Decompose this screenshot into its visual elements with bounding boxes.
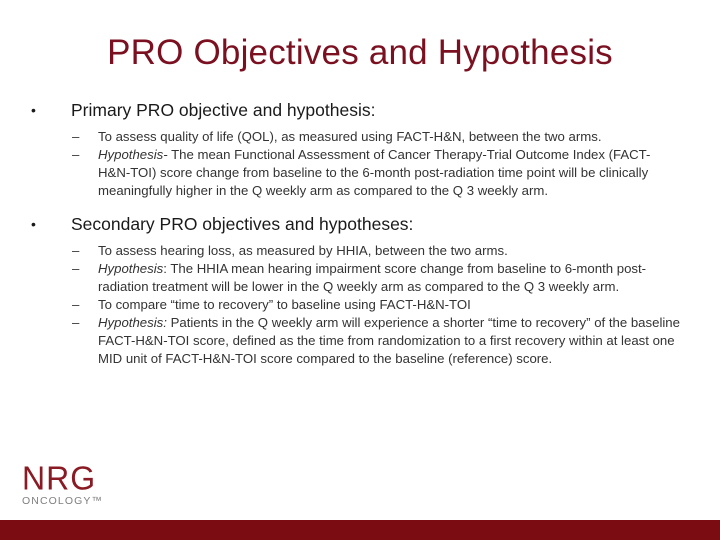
logo-subtitle: ONCOLOGY™ — [22, 495, 104, 507]
sub-dash: – — [72, 297, 80, 312]
sub-item — [72, 242, 688, 260]
sub-item — [72, 128, 688, 146]
slide-title: PRO Objectives and Hypothesis — [107, 33, 613, 72]
sub-text — [98, 146, 688, 200]
sub-text — [98, 128, 688, 146]
bullet-marker: • — [31, 216, 36, 232]
sub-body: The mean Functional Assessment of Cancer Therapy-Trial Outcome Index (FACT-H&N-TOI) score change from baseline to the 6-month post-radiation time point will be clinically meaningfully higher in the Q weekly arm as compared to the Q 3 weekly arm. — [98, 147, 651, 198]
sub-item — [72, 314, 688, 368]
sub-list-primary — [72, 128, 688, 200]
sub-text — [98, 260, 688, 296]
footer-bar — [0, 520, 720, 540]
sub-dash: – — [72, 261, 80, 276]
sub-body: To assess hearing loss, as measured by HHIA, between the two arms. — [98, 243, 508, 258]
sub-body: : The HHIA mean hearing impairment score change from baseline to 6-month post-radiation treatment will be lower in the Q weekly arm as compared to the Q 3 weekly arm. — [98, 261, 647, 294]
bullet-heading: Primary PRO objective and hypothesis: — [71, 100, 376, 120]
sub-text — [98, 314, 688, 368]
bullet-marker: • — [31, 102, 36, 118]
logo-wordmark: NRG — [22, 459, 97, 497]
bullet-secondary — [28, 214, 688, 235]
sub-lead: Hypothesis- — [98, 147, 168, 162]
sub-lead: Hypothesis: — [98, 315, 167, 330]
sub-text — [98, 242, 688, 260]
sub-dash: – — [72, 147, 80, 162]
sub-body: Patients in the Q weekly arm will experience a shorter “time to recovery” of the baseline FACT-H&N-TOI score, defined as the time from randomization to a first recovery within at least one MID unit of FACT-H&N-TOI score compared to the baseline (reference) score. — [98, 315, 680, 366]
sub-item — [72, 146, 688, 200]
sub-lead: Hypothesis — [98, 261, 164, 276]
bullet-primary — [28, 100, 688, 121]
slide-content — [28, 100, 688, 368]
sub-text — [98, 296, 688, 314]
sub-body: To compare “time to recovery” to baseline using FACT-H&N-TOI — [98, 297, 471, 312]
sub-dash: – — [72, 129, 80, 144]
bullet-heading: Secondary PRO objectives and hypotheses: — [71, 214, 414, 234]
sub-list-secondary — [72, 242, 688, 368]
nrg-oncology-logo — [22, 459, 104, 507]
sub-body: To assess quality of life (QOL), as measured using FACT-H&N, between the two arms. — [98, 129, 602, 144]
sub-item — [72, 296, 688, 314]
sub-item — [72, 260, 688, 296]
sub-dash: – — [72, 243, 80, 258]
sub-dash: – — [72, 315, 80, 330]
